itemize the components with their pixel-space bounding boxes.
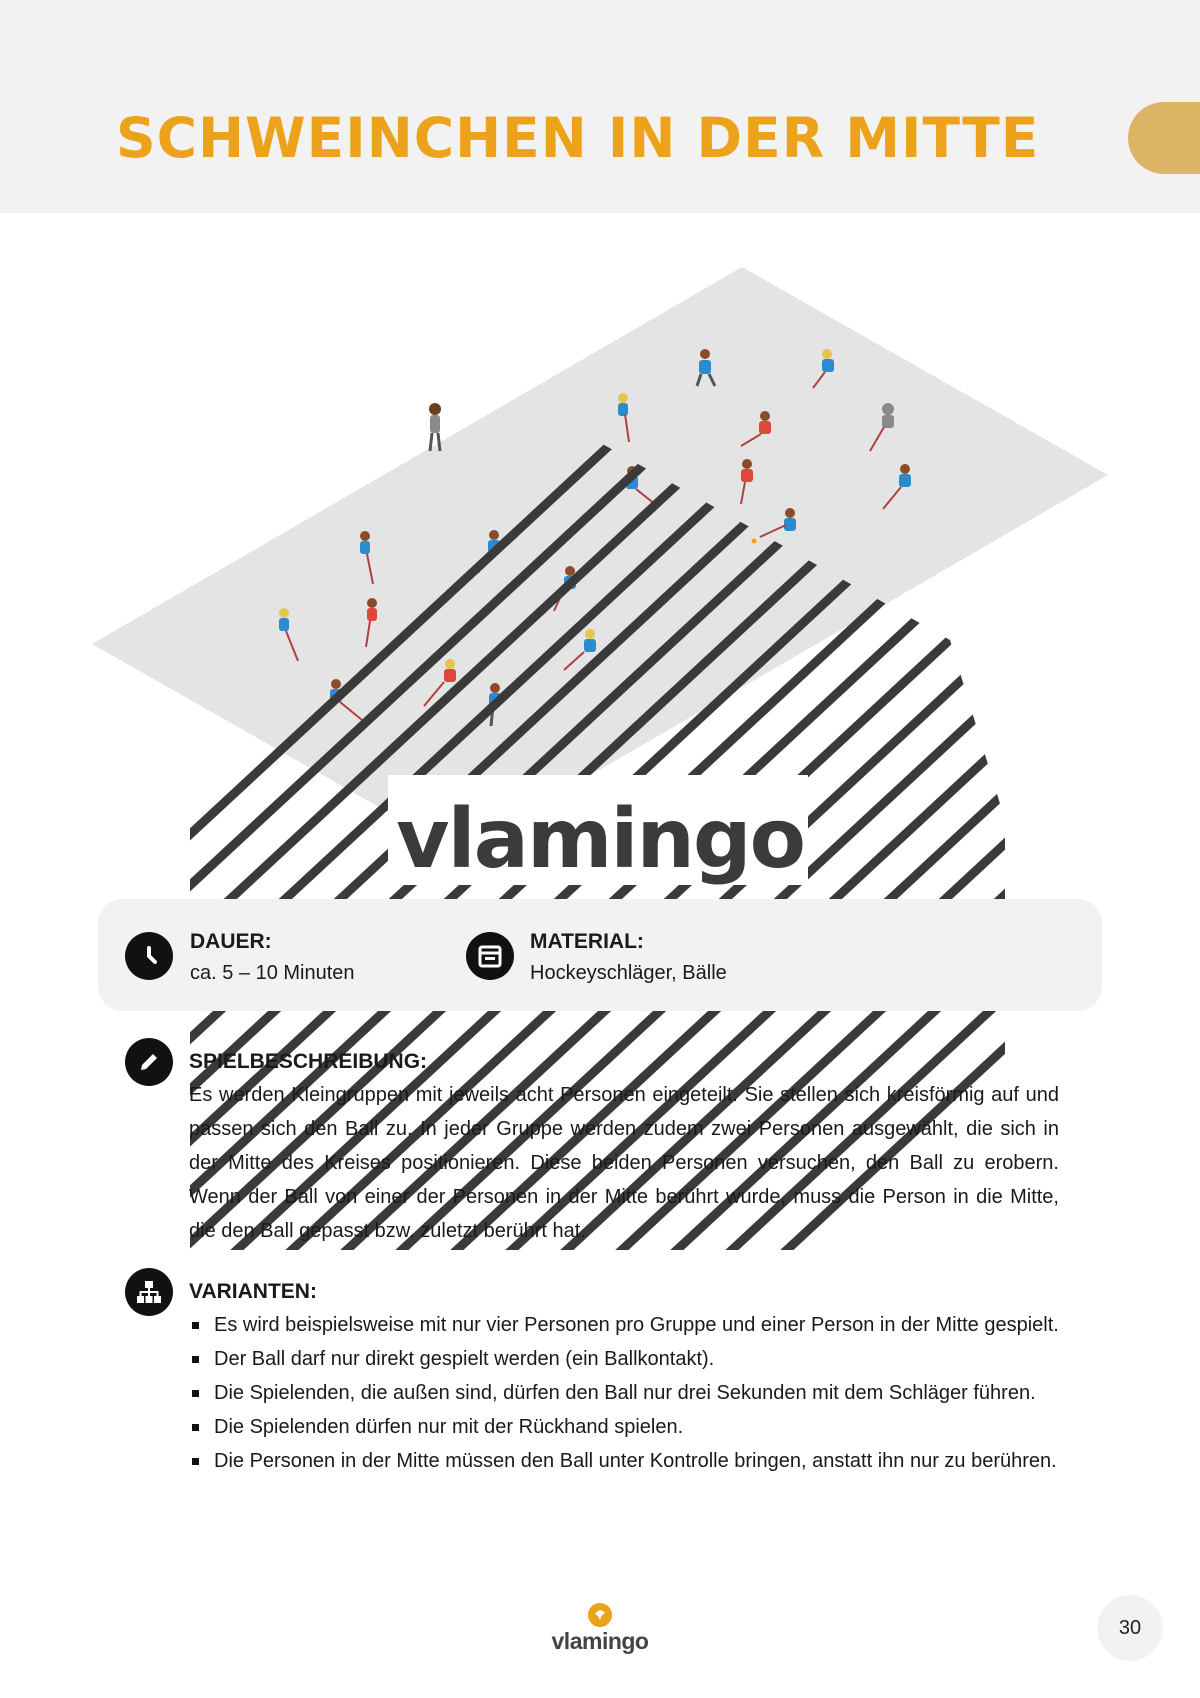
variants-title: VARIANTEN: — [189, 1280, 317, 1303]
list-item: Die Spielenden dürfen nur mit der Rückhand spielen. — [189, 1410, 1059, 1444]
duration-label: DAUER: — [190, 930, 272, 953]
list-item: Es wird beispielsweise mit nur vier Personen pro Gruppe und einer Person in der Mitte gespielt. — [189, 1308, 1059, 1342]
info-box — [98, 899, 1102, 1011]
material-label: MATERIAL: — [530, 930, 644, 953]
hierarchy-icon — [125, 1268, 173, 1316]
description-title: SPIELBESCHREIBUNG: — [189, 1050, 428, 1073]
player — [429, 403, 441, 451]
page-number: 30 — [1097, 1595, 1163, 1661]
clock-icon — [125, 932, 173, 980]
watermark-text: vlamingo — [396, 792, 804, 887]
description-text: Es werden Kleingruppen mit jeweils acht Personen eingeteilt. Sie stellen sich kreisförmig auf und passen sich den Ball zu. In jeder Gruppe werden zudem zwei Personen ausgewählt, die sich in der Mitte des Kreises positionieren. Diese beiden Personen versuchen, den Ball zu erobern. Wenn der Ball von einer der Personen in der Mitte berührt wurde, muss die Person in die Mitte, die den Ball gepasst bzw. zuletzt berührt hat. — [189, 1084, 1059, 1242]
list-item: Die Spielenden, die außen sind, dürfen den Ball nur drei Sekunden mit dem Schläger führen. — [189, 1376, 1059, 1410]
calendar-icon — [466, 932, 514, 980]
page-title: SCHWEINCHEN IN DER MITTE — [116, 106, 1040, 170]
duration-value: ca. 5 – 10 Minuten — [190, 962, 355, 984]
page-header — [0, 0, 1200, 213]
list-item: Der Ball darf nur direkt gespielt werden (ein Ballkontakt). — [189, 1342, 1059, 1376]
material-value: Hockeyschläger, Bälle — [530, 962, 727, 984]
chapter-tab — [1128, 102, 1200, 174]
variants-list — [189, 1308, 1059, 1478]
pencil-icon — [125, 1038, 173, 1086]
footer-logo-text: vlamingo — [551, 1628, 649, 1654]
list-item: Die Personen in der Mitte müssen den Ball unter Kontrolle bringen, anstatt ihn nur zu berühren. — [189, 1444, 1059, 1478]
